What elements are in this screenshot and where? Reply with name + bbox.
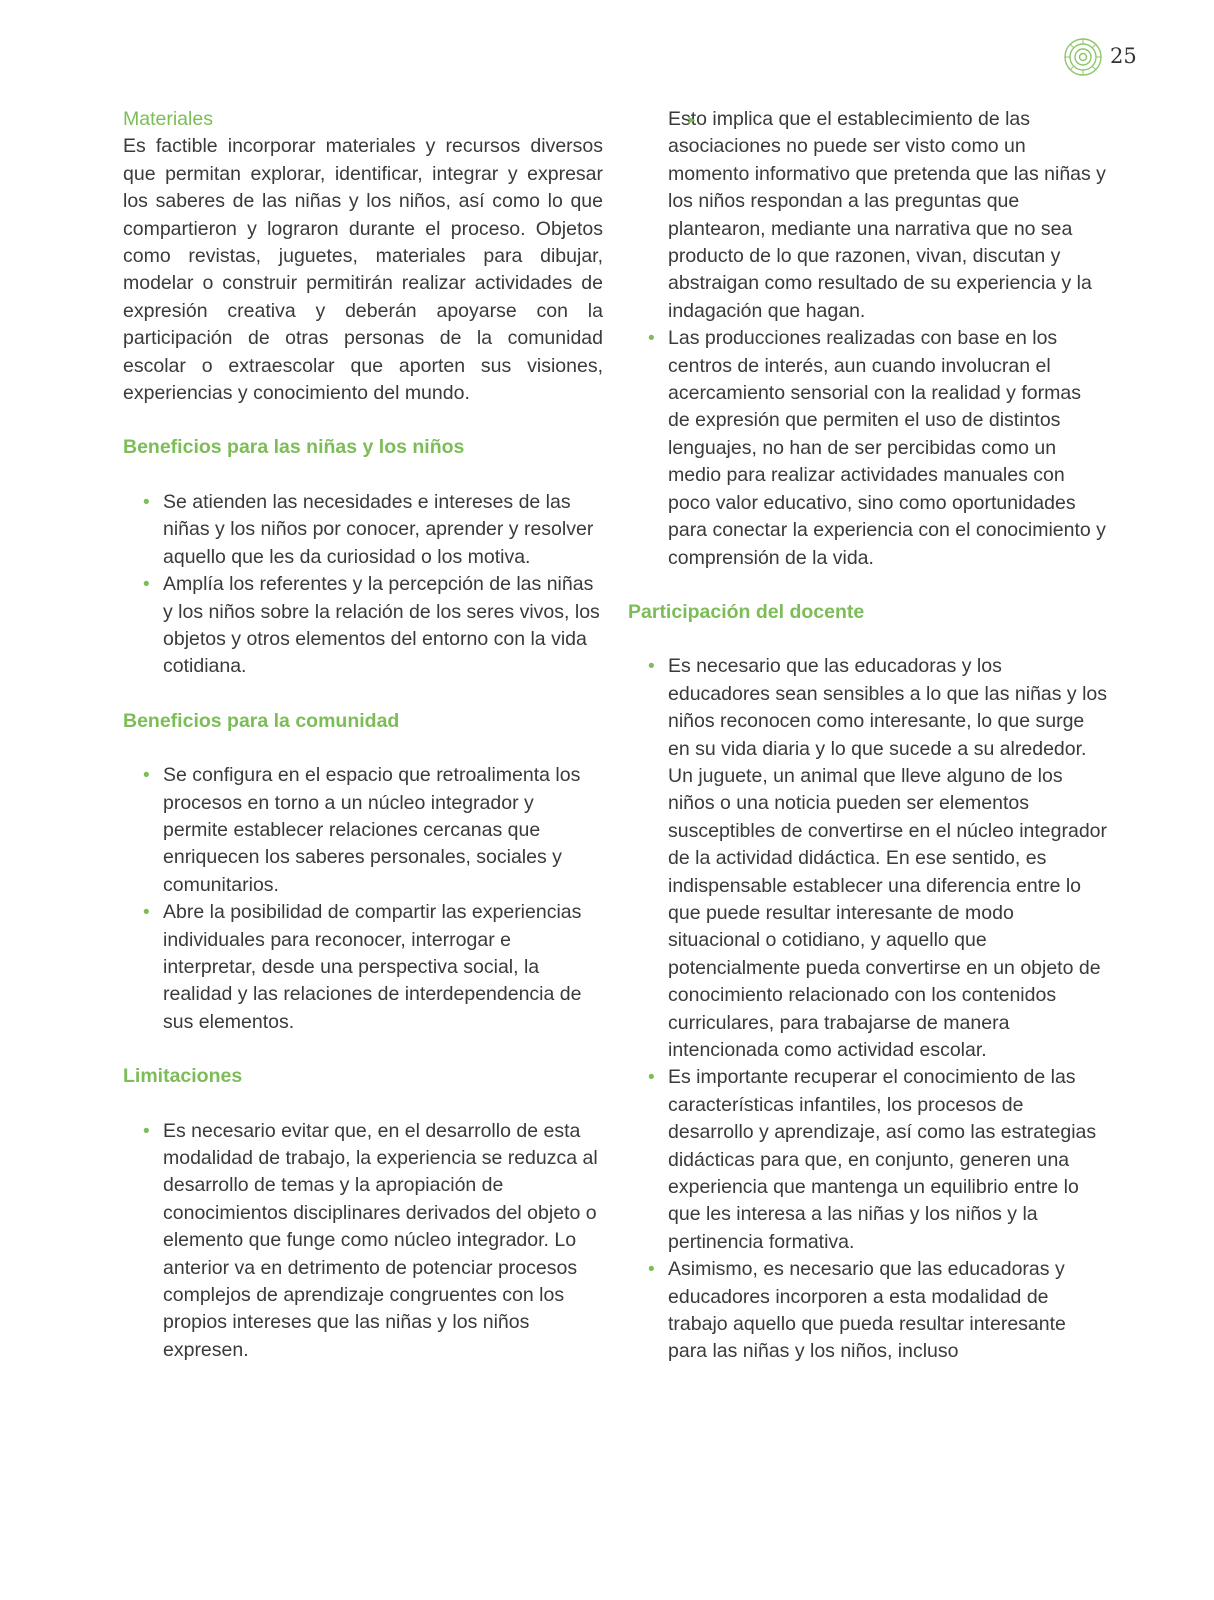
materials-heading: Materiales [123, 108, 213, 130]
list-item: • Las producciones realizadas con base en los centros de interés, aun cuando involucran el acercamiento sensorial con la realidad y formas de expresión que permiten el uso de distintos lenguajes, no han de ser percibidas como un medio para realizar actividades manuales con poco valor educativo, sino como oportunidades para conectar la experiencia con el conocimiento y comprensión de la vida. [668, 325, 1108, 572]
right-column [628, 106, 1108, 1366]
left-column [123, 106, 603, 1364]
benefits-children-list [123, 489, 603, 681]
benefits-community-list [123, 762, 603, 1036]
benefits-community-heading: Beneficios para la comunidad [123, 709, 400, 732]
limitations-continued-list [628, 106, 1108, 572]
sun-rosette-icon [1063, 37, 1103, 77]
list-item [668, 106, 1108, 325]
list-item: • Es importante recuperar el conocimiento de las características infantiles, los procesos de desarrollo y aprendizaje, así como las estrategias didácticas para que, en conjunto, generen una experiencia que mantenga un equilibrio entre lo que les interesa a las niñas y los niños y la pertinencia formativa. [668, 1064, 1108, 1256]
list-item: • Abre la posibilidad de compartir las experiencias individuales para reconocer, interrogar e interpretar, desde una perspectiva social, la realidad y las relaciones de interdependencia de sus elementos. [163, 899, 603, 1036]
teacher-list [628, 653, 1108, 1366]
page-number: 25 [1110, 44, 1137, 68]
teacher-heading: Participación del docente [628, 600, 865, 623]
list-item: • Se configura en el espacio que retroalimenta los procesos en torno a un núcleo integrador y permite establecer relaciones cercanas que enriquecen los saberes personales, sociales y comunitarios. [163, 762, 603, 899]
list-item-text: Esto implica que el establecimiento de las asociaciones no puede ser visto como un momento informativo que pretenda que las niñas y los niños respondan a las preguntas que plantearon, mediante una narrativa que no sea producto de lo que razonen, vivan, discutan y abstraigan como resultado de su experiencia y la indagación que hagan. [668, 108, 1106, 322]
list-item: • Asimismo, es necesario que las educadoras y educadores incorporen a esta modalidad de trabajo aquello que pueda resultar interesante para las niñas y los niños, incluso [668, 1256, 1108, 1366]
benefits-children-heading: Beneficios para las niñas y los niños [123, 436, 465, 459]
limitations-heading: Limitaciones [123, 1065, 243, 1088]
list-item: • Amplía los referentes y la percepción de las niñas y los niños sobre la relación de los seres vivos, los objetos y otros elementos del entorno con la vida cotidiana. [163, 571, 603, 681]
list-item: • Es necesario que las educadoras y los educadores sean sensibles a lo que las niñas y los niños reconocen como interesante, lo que surge en su vida diaria y lo que sucede a su alrededor. Un juguete, un animal que lleve alguno de los niños o una noticia pueden ser elementos susceptibles de convertirse en el núcleo integrador de la actividad didáctica. En ese sentido, es indispensable establecer una diferencia entre lo que puede resultar interesante de modo situacional o cotidiano, y aquello que potencialmente pueda convertirse en un objeto de conocimiento relacionado con los contenidos curriculares, para trabajarse de manera intencionada como actividad escolar. [668, 653, 1108, 1064]
limitations-list [123, 1118, 603, 1365]
list-item: • Es necesario evitar que, en el desarrollo de esta modalidad de trabajo, la experiencia se reduzca al desarrollo de temas y la apropiación de conocimientos disciplinares derivados del objeto o elemento que funge como núcleo integrador. Lo anterior va en detrimento de potenciar procesos complejos de aprendizaje congruentes con los propios intereses que las niñas y los niños expresen. [163, 1118, 603, 1365]
list-item: • Se atienden las necesidades e intereses de las niñas y los niños por conocer, aprender y resolver aquello que les da curiosidad o los motiva. [163, 489, 603, 571]
materials-paragraph: Es factible incorporar materiales y recursos diversos que permitan explorar, identificar, integrar y expresar los saberes de las niñas y los niños, así como lo que compartieron y lograron durante el proceso. Objetos como revistas, juguetes, materiales para dibujar, modelar o construir permitirán realizar actividades de expresión creativa y deberán apoyarse con la participación de otras personas de la comunidad escolar o extraescolar que aporten sus visiones, experiencias y conocimiento del mundo. [123, 135, 603, 405]
